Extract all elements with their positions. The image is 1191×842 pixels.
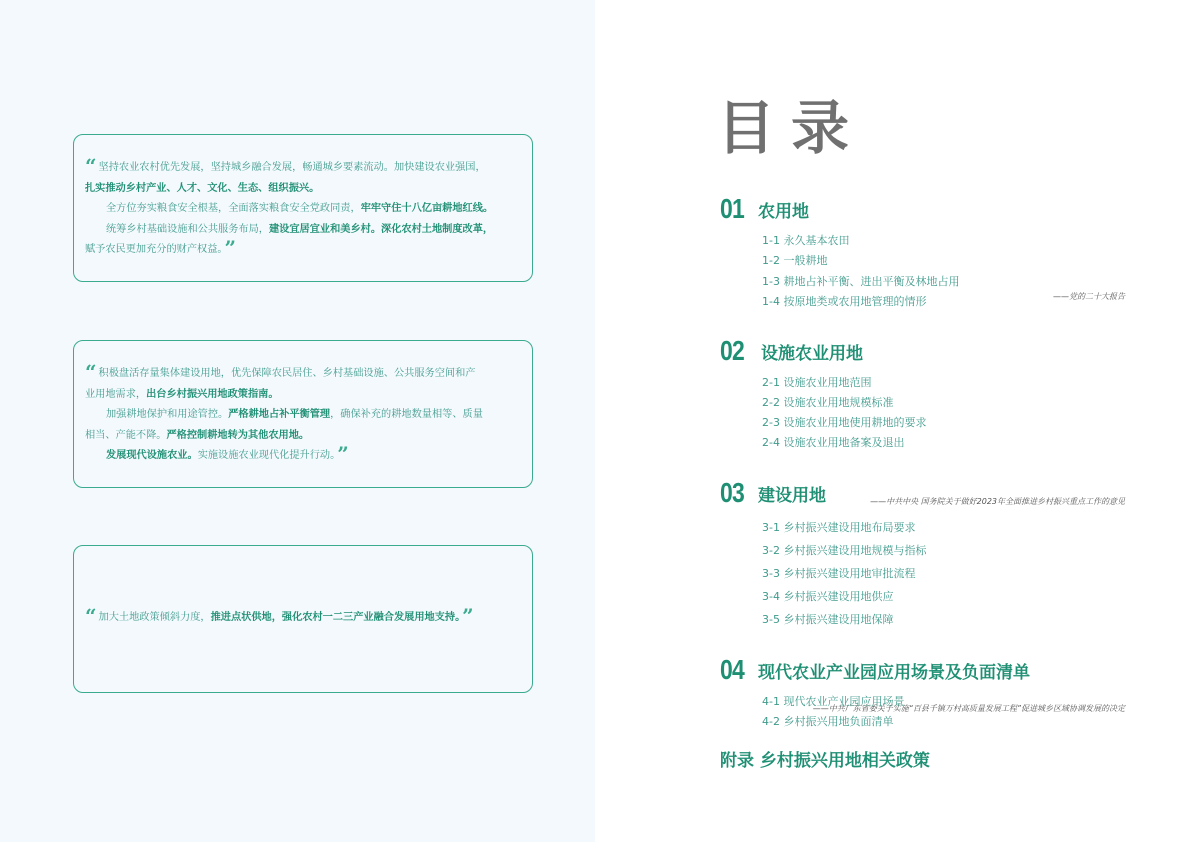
toc-item-1-3[interactable]: 1-3 耕地占补平衡、进出平衡及林地占用	[762, 275, 960, 288]
section-01-title[interactable]: 农用地	[758, 202, 809, 222]
toc-title: 目录	[717, 94, 866, 162]
toc-item-3-4[interactable]: 3-4 乡村振兴建设用地供应	[762, 590, 894, 603]
section-01-number: 01	[720, 193, 744, 224]
toc-item-3-2[interactable]: 3-2 乡村振兴建设用地规模与指标	[762, 544, 927, 557]
toc-item-1-4[interactable]: 1-4 按原地类或农用地管理的情形	[762, 295, 927, 308]
section-03-number: 03	[720, 477, 744, 508]
section-04-number: 04	[720, 654, 744, 685]
toc-item-3-3[interactable]: 3-3 乡村振兴建设用地审批流程	[762, 567, 916, 580]
close-quote-icon: ”	[224, 236, 237, 260]
open-quote-icon: “	[85, 604, 97, 628]
quote-3-text: “ 加大土地政策倾斜力度，推进点状供地，强化农村一二三产业融合发展用地支持。 ”	[85, 604, 474, 628]
toc-item-2-1[interactable]: 2-1 设施农业用地范围	[762, 376, 872, 389]
section-03-title[interactable]: 建设用地	[758, 486, 826, 506]
open-quote-icon: “	[85, 154, 97, 178]
quote-1-text: “ 坚持农业农村优先发展，坚持城乡融合发展，畅通城乡要素流动。加快建设农业强国， 扎实推动乡村产业、人才、文化、生态、组织振兴。 全方位夯实粮食安全根基，全面落实粮食安全党政同责，牢牢守住十八亿亩耕地红线。 统筹乡村基础设施和公共服务布局，建设宜居宜业和美乡村。深化农村土地制度改革， 赋予农民更加充分的财产权益。 ”	[85, 154, 494, 260]
close-quote-icon: ”	[462, 604, 474, 628]
quote-2-text: “ 积极盘活存量集体建设用地，优先保障农民居住、乡村基础设施、公共服务空间和产 业用地需求，出台乡村振兴用地政策指南。 加强耕地保护和用途管控。严格耕地占补平衡管理，确保补充的耕地数量相等、质量 相当、产能不降。严格控制耕地转为其他农用地。 发展现代设施农业。实施设施农业现代化提升行动。 ”	[85, 360, 483, 466]
toc-item-4-1[interactable]: 4-1 现代农业产业园应用场景	[762, 695, 905, 708]
section-04-title[interactable]: 现代农业产业园应用场景及负面清单	[758, 663, 1030, 683]
toc-item-1-2[interactable]: 1-2 一般耕地	[762, 254, 828, 267]
toc-item-1-1[interactable]: 1-1 永久基本农田	[762, 234, 850, 247]
toc-item-3-1[interactable]: 3-1 乡村振兴建设用地布局要求	[762, 521, 916, 534]
toc-item-2-3[interactable]: 2-3 设施农业用地使用耕地的要求	[762, 416, 927, 429]
close-quote-icon: ”	[337, 442, 349, 466]
toc-item-3-5[interactable]: 3-5 乡村振兴建设用地保障	[762, 613, 894, 626]
appendix-title[interactable]: 附录 乡村振兴用地相关政策	[720, 751, 930, 771]
open-quote-icon: “	[85, 360, 97, 384]
toc-item-4-2[interactable]: 4-2 乡村振兴用地负面清单	[762, 715, 894, 728]
toc-item-2-4[interactable]: 2-4 设施农业用地备案及退出	[762, 436, 905, 449]
quote-2-source: ——中共中央 国务院关于做好2023年全面推进乡村振兴重点工作的意见	[870, 497, 1125, 506]
section-02-number: 02	[720, 335, 744, 366]
quote-3-source: ——中共广东省委关于实施“百县千镇万村高质量发展工程”促进城乡区域协调发展的决定	[812, 704, 1125, 713]
section-02-title[interactable]: 设施农业用地	[761, 344, 863, 364]
quote-1-source: ——党的二十大报告	[1053, 292, 1125, 301]
toc-item-2-2[interactable]: 2-2 设施农业用地规模标准	[762, 396, 894, 409]
